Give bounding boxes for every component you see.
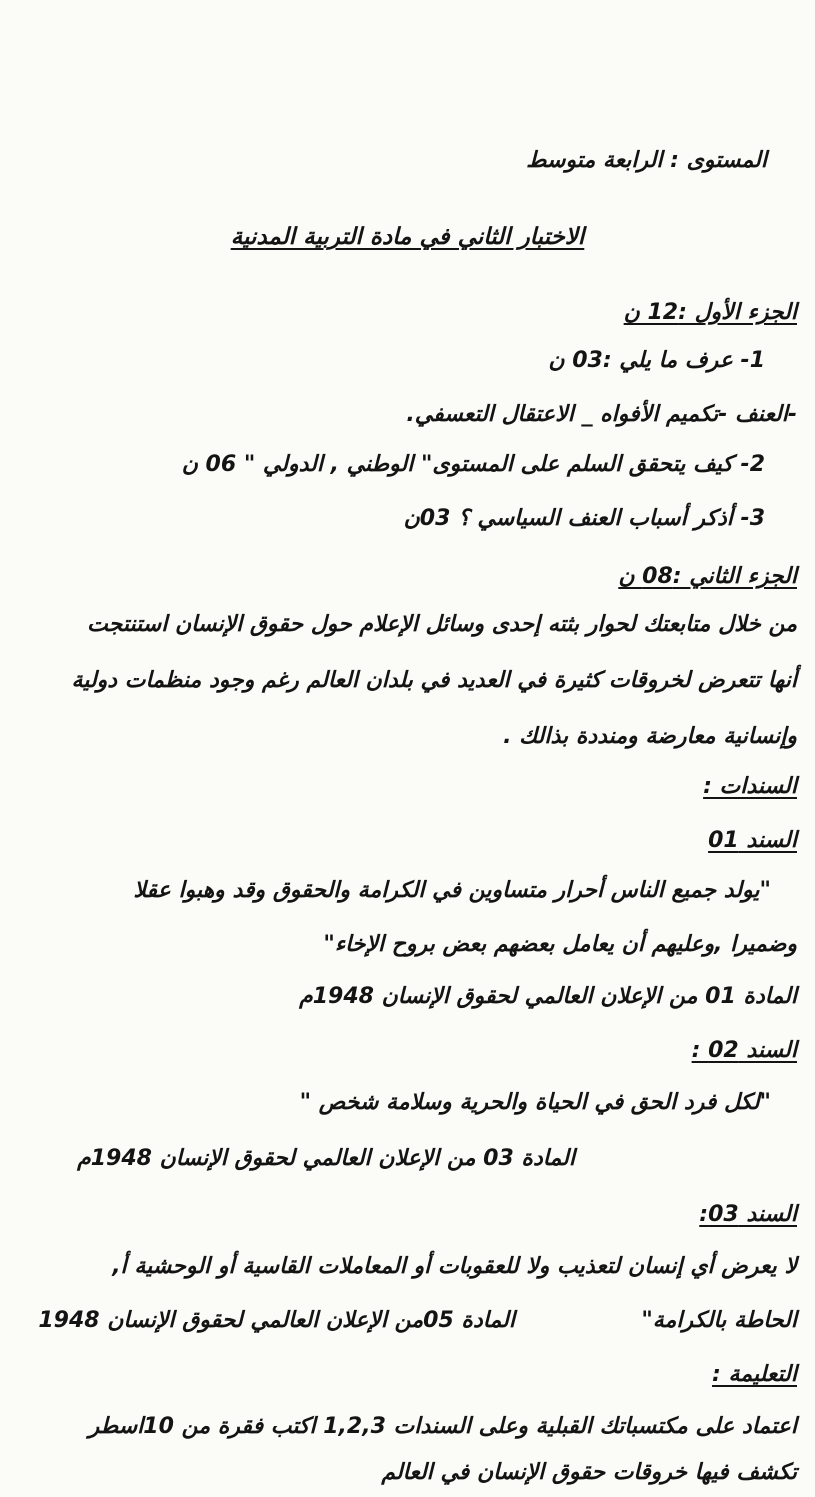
part1-heading: الجزء الأول :12 ن: [623, 300, 797, 325]
doc3-line-1: لا يعرض أي إنسان لتعذيب ولا للعقوبات أو المعاملات القاسية أو الوحشية أ,: [112, 1254, 797, 1279]
doc2-source: المادة 03 من الإعلان العالمي لحقوق الإنسان 1948م: [77, 1146, 575, 1171]
doc2-text: "لكل فرد الحق في الحياة والحرية وسلامة شخص ": [299, 1090, 771, 1115]
doc2-label: السند 02 :: [691, 1038, 797, 1063]
doc1-line-2: وضميرا ,وعليهم أن يعامل بعضهم بعض بروح الإخاء": [323, 932, 797, 957]
situation-line-2: أنها تتعرض لخروقات كثيرة في العديد في بلدان العالم رغم وجود منظمات دولية: [71, 668, 797, 693]
doc1-line-1: "يولد جميع الناس أحرار متساوين في الكرامة والحقوق وقد وهبوا عقلا: [133, 878, 771, 903]
doc1-label: السند 01: [708, 828, 797, 853]
situation-line-1: من خلال متابعتك لحوار بثته إحدى وسائل الإعلام حول حقوق الإنسان استنتجت: [87, 612, 797, 637]
question-1-terms: -العنف -تكميم الأفواه _ الاعتقال التعسفي.: [406, 402, 797, 427]
question-1: 1- عرف ما يلي :03 ن: [548, 348, 765, 373]
doc3-source: المادة 05من الإعلان العالمي لحقوق الإنسان 1948: [38, 1308, 515, 1333]
exam-title: الاختبار الثاني في مادة التربية المدنية: [230, 224, 585, 250]
doc3-line-2: الحاطة بالكرامة": [641, 1308, 797, 1333]
doc3-label: السند 03:: [699, 1202, 797, 1227]
part2-heading: الجزء الثاني :08 ن: [618, 564, 797, 589]
question-2: 2- كيف يتحقق السلم على المستوى" الوطني , الدولي " 06 ن: [181, 452, 765, 477]
documents-heading: السندات :: [703, 774, 797, 799]
situation-line-3: وإنسانية معارضة ومنددة بذالك .: [503, 724, 797, 749]
instruction-line-1: اعتماد على مكتسباتك القبلية وعلى السندات 1,2,3 اكتب فقرة من 10اسطر: [88, 1414, 797, 1439]
instruction-line-2: تكشف فيها خروقات حقوق الإنسان في العالم: [381, 1460, 797, 1485]
instruction-heading: التعليمة :: [712, 1362, 797, 1387]
question-3: 3- أذكر أسباب العنف السياسي ؟ 03ن: [403, 506, 765, 531]
doc1-source: المادة 01 من الإعلان العالمي لحقوق الإنسان 1948م: [299, 984, 797, 1009]
level-line: المستوى : الرابعة متوسط: [526, 148, 767, 173]
